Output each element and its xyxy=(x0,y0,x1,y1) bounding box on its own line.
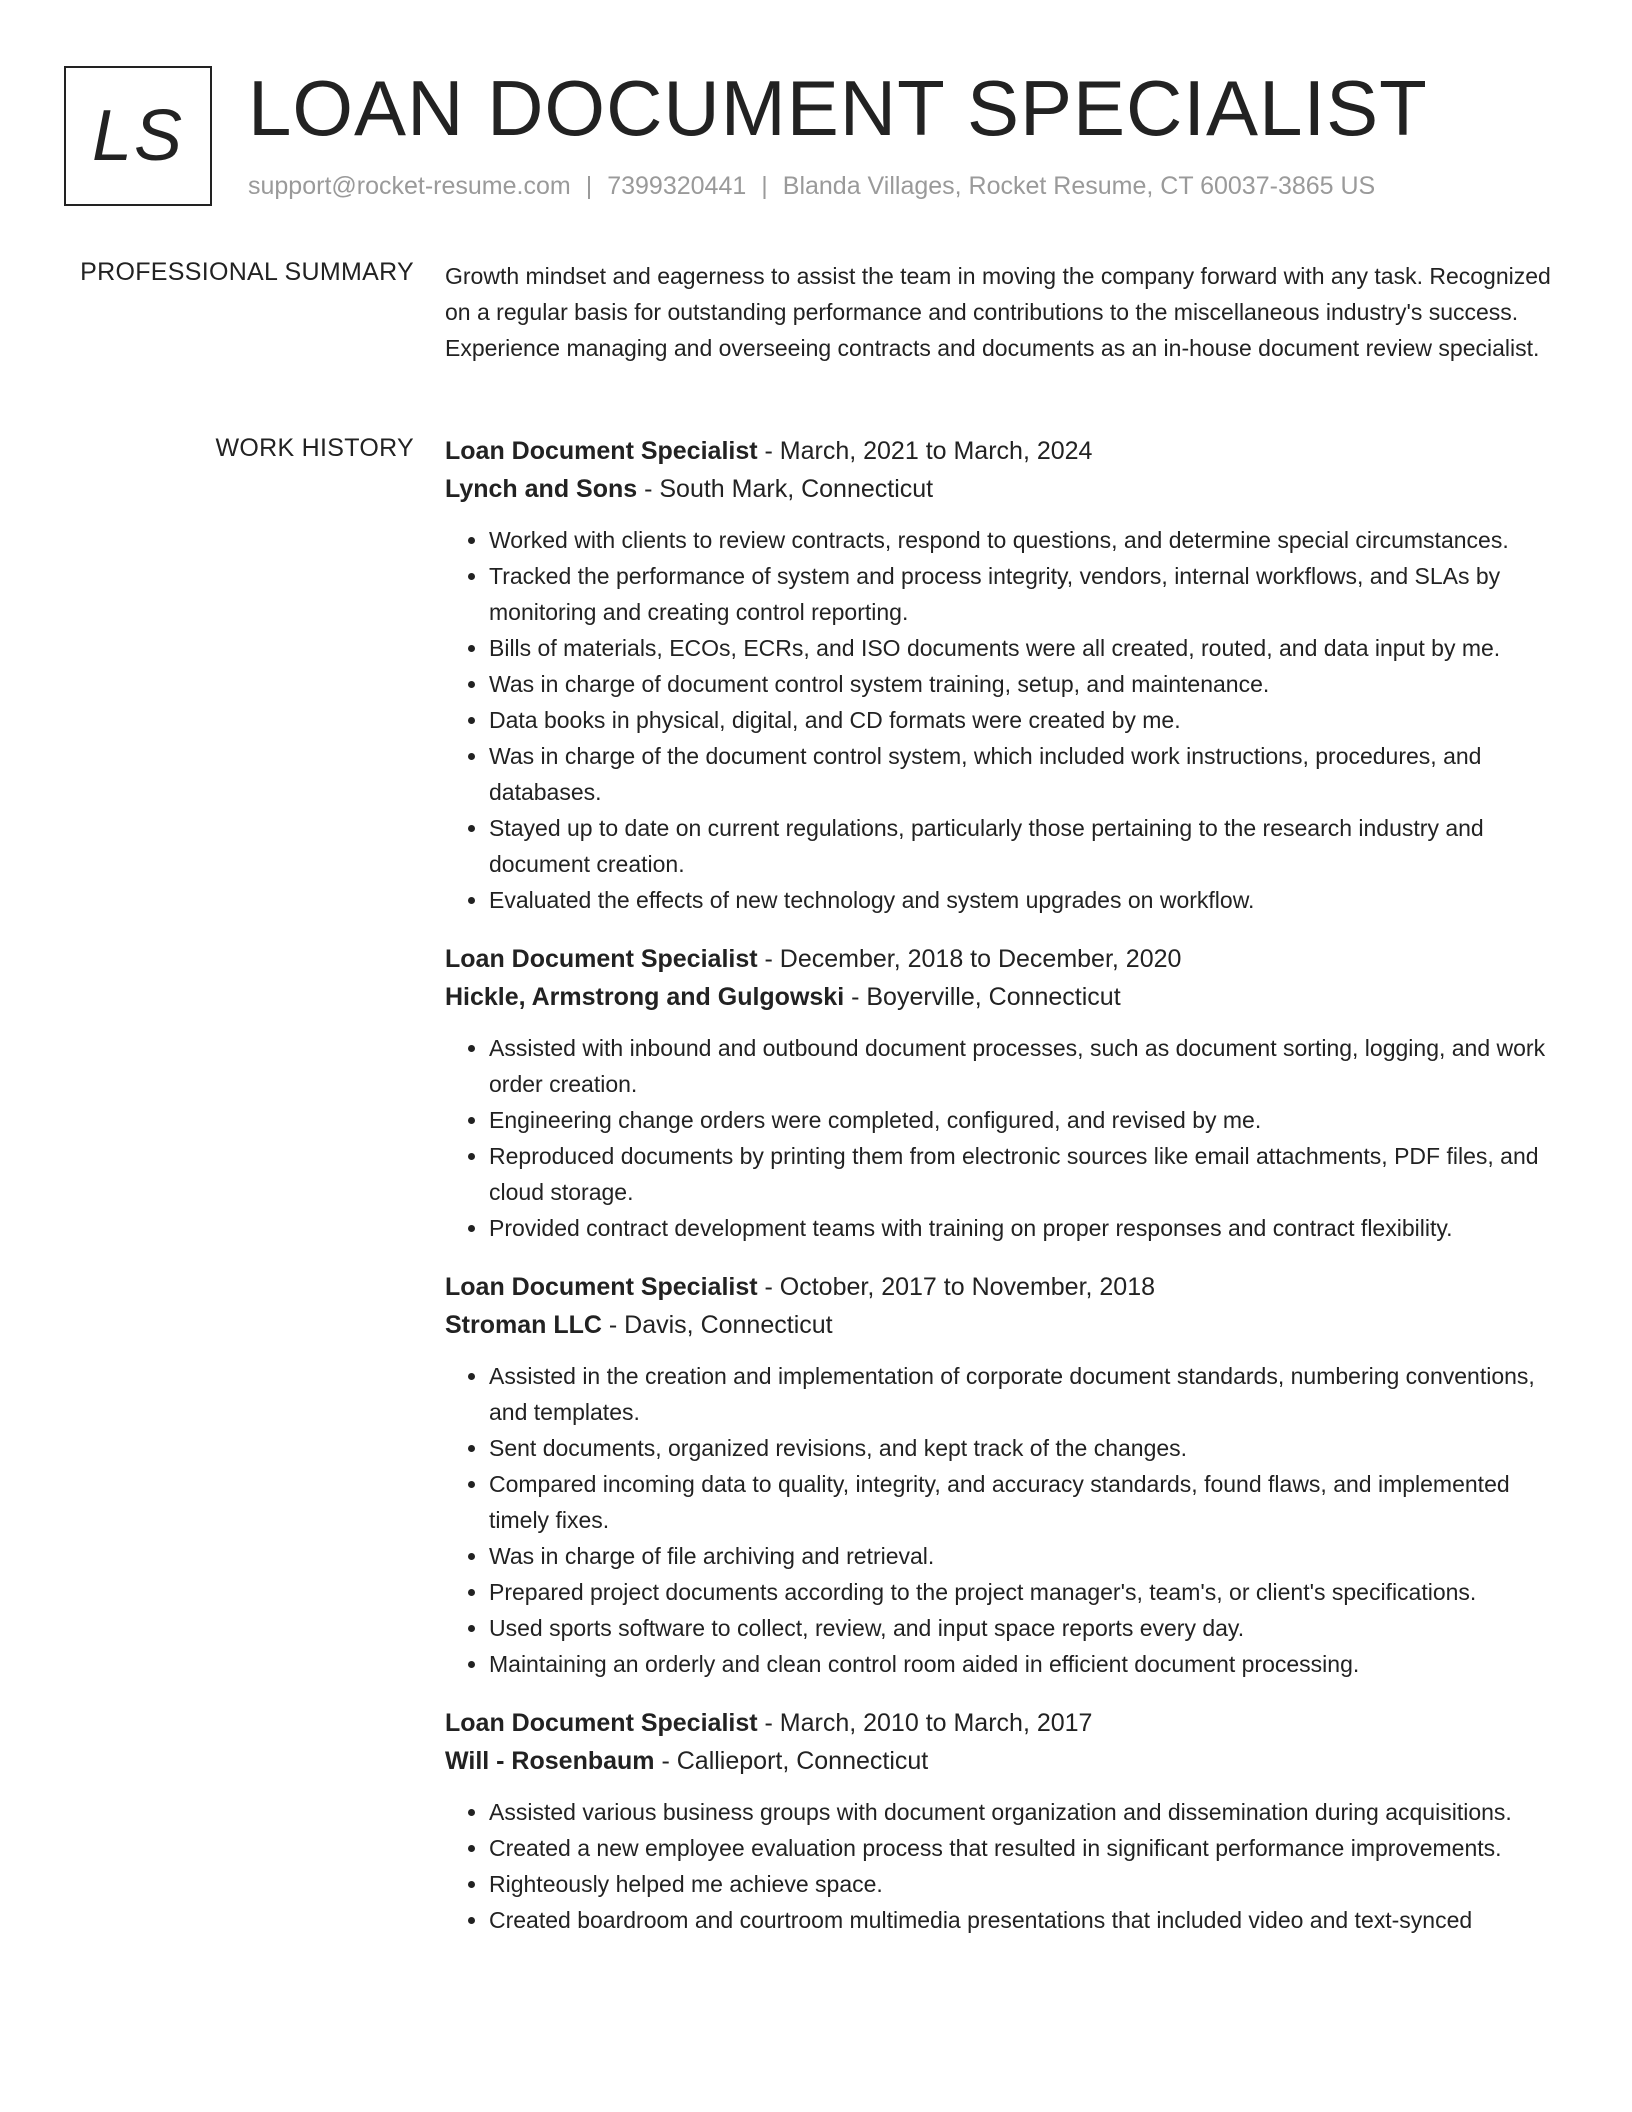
job-bullet: • Maintaining an orderly and clean control room aided in efficient document processing. xyxy=(489,1646,1555,1682)
job-company-line xyxy=(445,1742,1555,1780)
job-bullet: • Righteously helped me achieve space. xyxy=(489,1866,1555,1902)
job-bullet: • Created boardroom and courtroom multimedia presentations that included video and text-synced xyxy=(489,1902,1555,1938)
job-dates: - March, 2021 to March, 2024 xyxy=(757,437,1093,465)
job-company: Stroman LLC xyxy=(445,1311,602,1339)
job-company-line xyxy=(445,470,1555,508)
contact-separator: | xyxy=(585,172,593,200)
job-bullet: • Used sports software to collect, review, and input space reports every day. xyxy=(489,1610,1555,1646)
job-company-line xyxy=(445,1306,1555,1344)
job-bullet: • Compared incoming data to quality, integrity, and accuracy standards, found flaws, and implemented timely fixes. xyxy=(489,1466,1555,1538)
job-bullet: • Worked with clients to review contracts, respond to questions, and determine special circumstances. xyxy=(489,522,1555,558)
job-title-line xyxy=(445,1268,1555,1306)
job-location: - South Mark, Connecticut xyxy=(637,475,934,503)
contact-email: support@rocket-resume.com xyxy=(248,172,571,200)
job-title-line xyxy=(445,940,1555,978)
job-title-line xyxy=(445,432,1555,470)
job-bullet: • Created a new employee evaluation process that resulted in significant performance improvements. xyxy=(489,1830,1555,1866)
monogram-badge: LS xyxy=(64,66,212,206)
contact-address: Blanda Villages, Rocket Resume, CT 60037-3865 US xyxy=(782,172,1376,200)
job-bullet-list xyxy=(445,1030,1555,1246)
job-bullet: • Assisted with inbound and outbound document processes, such as document sorting, logging, and work order creation. xyxy=(489,1030,1555,1102)
resume-header xyxy=(64,64,1584,214)
job-bullet: • Was in charge of document control system training, setup, and maintenance. xyxy=(489,666,1555,702)
job-bullet-list xyxy=(445,1358,1555,1682)
job-dates: - December, 2018 to December, 2020 xyxy=(757,945,1182,973)
summary-text: Growth mindset and eagerness to assist the team in moving the company forward with any task. Recognized on a regular basis for outstanding performance and contributions to the miscellaneous industry's success. Experience managing and overseeing contracts and documents as an in-house document review specialist. xyxy=(445,263,1551,361)
job-bullet: • Provided contract development teams with training on proper responses and contract flexibility. xyxy=(489,1210,1555,1246)
job-bullet: • Sent documents, organized revisions, and kept track of the changes. xyxy=(489,1430,1555,1466)
contact-phone: 7399320441 xyxy=(607,172,747,200)
job-bullet: • Bills of materials, ECOs, ECRs, and ISO documents were all created, routed, and data input by me. xyxy=(489,630,1555,666)
job-company: Will - Rosenbaum xyxy=(445,1747,655,1775)
resume-title: LOAN DOCUMENT SPECIALIST xyxy=(248,64,1428,152)
job-title: Loan Document Specialist xyxy=(445,437,758,465)
job-title: Loan Document Specialist xyxy=(445,1709,758,1737)
job-dates: - October, 2017 to November, 2018 xyxy=(757,1273,1156,1301)
section-label-work-history: WORK HISTORY xyxy=(215,434,414,462)
job-title-line xyxy=(445,1704,1555,1742)
contact-line xyxy=(248,172,1375,201)
contact-separator: | xyxy=(761,172,768,200)
job-bullet: • Stayed up to date on current regulations, particularly those pertaining to the research industry and document creation. xyxy=(489,810,1555,882)
job-entry xyxy=(445,1268,1555,1682)
job-dates: - March, 2010 to March, 2017 xyxy=(757,1709,1093,1737)
job-title: Loan Document Specialist xyxy=(445,945,758,973)
job-bullet: • Was in charge of the document control system, which included work instructions, procedures, and databases. xyxy=(489,738,1555,810)
job-title: Loan Document Specialist xyxy=(445,1273,758,1301)
job-location: - Boyerville, Connecticut xyxy=(844,983,1121,1011)
section-label-summary: PROFESSIONAL SUMMARY xyxy=(80,258,414,286)
job-bullet: • Assisted various business groups with document organization and dissemination during acquisitions. xyxy=(489,1794,1555,1830)
job-entry xyxy=(445,1704,1555,1938)
job-bullet: • Reproduced documents by printing them from electronic sources like email attachments, PDF files, and cloud storage. xyxy=(489,1138,1555,1210)
job-bullet: • Tracked the performance of system and process integrity, vendors, internal workflows, and SLAs by monitoring and creating control reporting. xyxy=(489,558,1555,630)
summary-body xyxy=(445,258,1555,366)
job-company-line xyxy=(445,978,1555,1016)
job-location: - Callieport, Connecticut xyxy=(654,1747,929,1775)
job-bullet: • Assisted in the creation and implementation of corporate document standards, numbering conventions, and templates. xyxy=(489,1358,1555,1430)
job-bullet-list xyxy=(445,522,1555,918)
job-bullet: • Evaluated the effects of new technology and system upgrades on workflow. xyxy=(489,882,1555,918)
job-entry xyxy=(445,940,1555,1246)
job-location: - Davis, Connecticut xyxy=(601,1311,833,1339)
job-company: Lynch and Sons xyxy=(445,475,638,503)
job-bullet-list xyxy=(445,1794,1555,1938)
job-company: Hickle, Armstrong and Gulgowski xyxy=(445,983,845,1011)
job-bullet: • Data books in physical, digital, and CD formats were created by me. xyxy=(489,702,1555,738)
job-entry xyxy=(445,432,1555,918)
work-history-body xyxy=(445,432,1555,1960)
job-bullet: • Was in charge of file archiving and retrieval. xyxy=(489,1538,1555,1574)
job-bullet: • Prepared project documents according to the project manager's, team's, or client's specifications. xyxy=(489,1574,1555,1610)
job-bullet: • Engineering change orders were completed, configured, and revised by me. xyxy=(489,1102,1555,1138)
